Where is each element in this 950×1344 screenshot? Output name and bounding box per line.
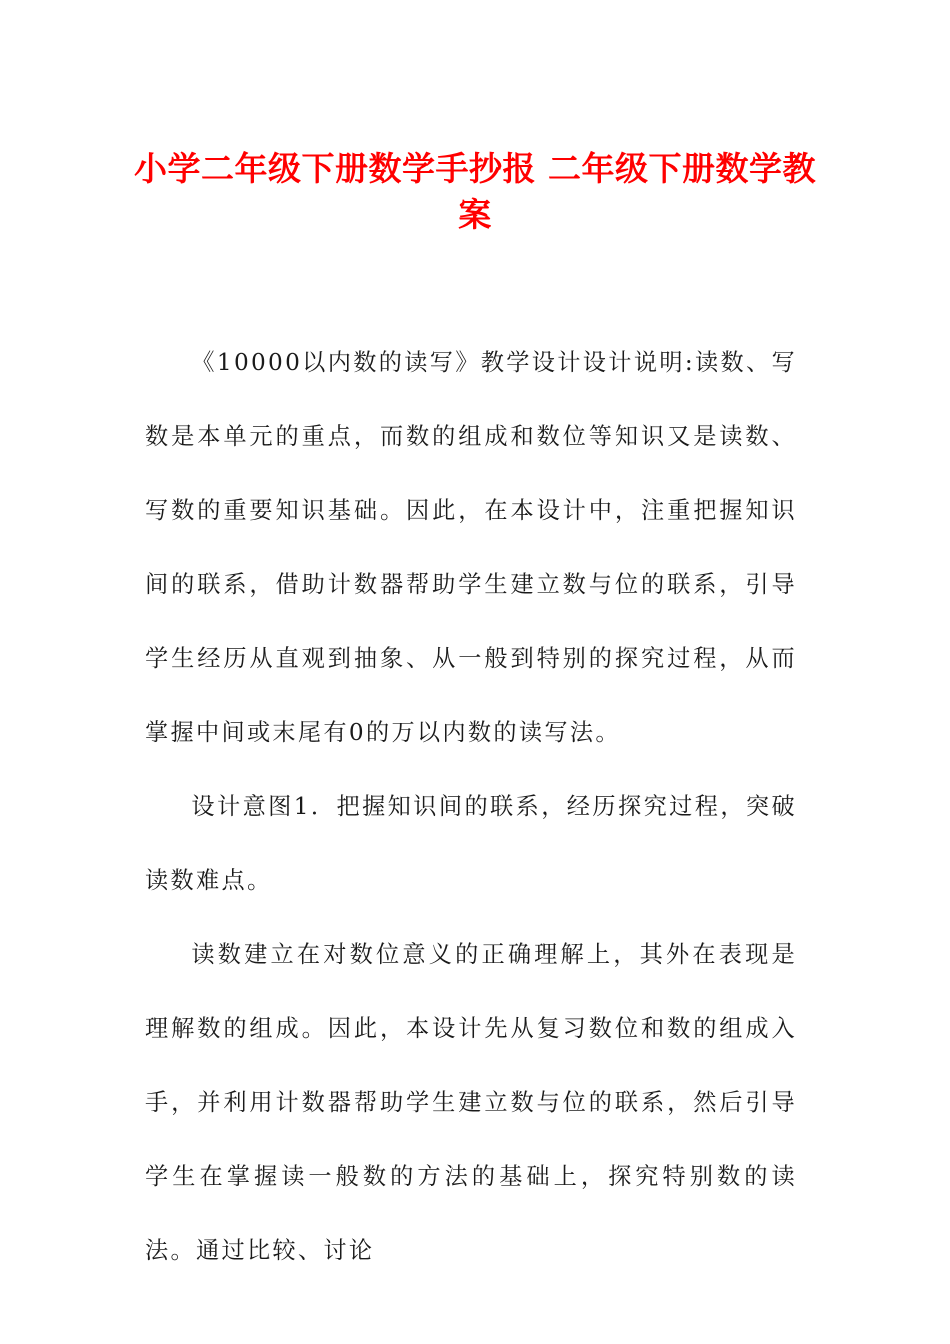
document-title: 小学二年级下册数学手抄报 二年级下册数学教案 xyxy=(134,149,816,234)
paragraph-design-intent: 设计意图1．把握知识间的联系，经历探究过程，突破读数难点。 xyxy=(145,793,797,894)
document-body xyxy=(145,326,797,1288)
paragraph-design-description: 《10000以内数的读写》教学设计设计说明:读数、写数是本单元的重点，而数的组成和数位等知识又是读数、写数的重要知识基础。因此，在本设计中，注重把握知识间的联系，借助计数器帮助学生建立数与位的联系，引导学生经历从直观到抽象、从一般到特别的探究过程，从而掌握中间或末尾有0的万以内数的读写法。 xyxy=(145,349,797,746)
paragraph-reading-numbers: 读数建立在对数位意义的正确理解上，其外在表现是理解数的组成。因此，本设计先从复习数位和数的组成入手，并利用计数器帮助学生建立数与位的联系，然后引导学生在掌握读一般数的方法的基础上，探究特别数的读法。通过比较、讨论 xyxy=(145,941,797,1264)
